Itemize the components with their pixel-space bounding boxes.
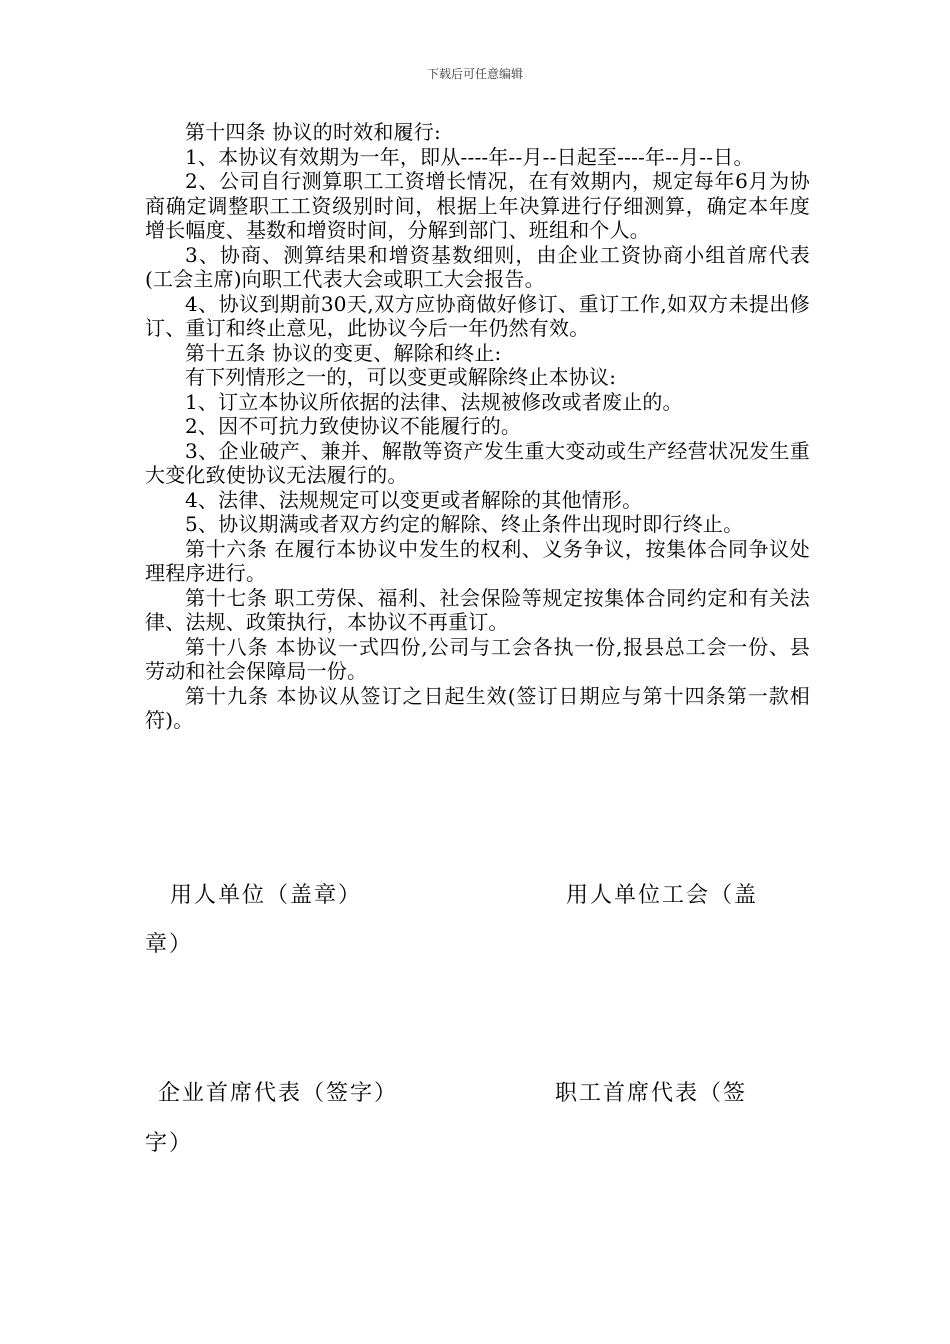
article-14-clause-2: 2、公司自行测算职工工资增长情况，在有效期内，规定每年6月为协商确定调整职工工资级别时间，根据上年决算进行仔细测算，确定本年度增长幅度、基数和增资时间，分解到部门、班组和个人。: [145, 169, 810, 242]
article-14-clause-1: 1、本协议有效期为一年，即从----年--月--日起至----年--月--日。: [185, 144, 754, 169]
article-15-case-3: 3、企业破产、兼并、解散等资产发生重大变动或生产经营状况发生重大变化致使协议无法履行的。: [145, 438, 810, 487]
header-note: 下载后可任意编辑: [426, 67, 523, 81]
article-14-title: 第十四条 协议的时效和履行:: [185, 120, 441, 144]
article-16: 第十六条 在履行本协议中发生的权利、义务争议，按集体合同争议处理程序进行。: [145, 536, 810, 585]
article-19: 第十九条 本协议从签订之日起生效(签订日期应与第十四条第一款相符)。: [145, 683, 810, 732]
article-18: 第十八条 本协议一式四份,公司与工会各执一份,报县总工会一份、县劳动和社会保障局一份。: [145, 634, 810, 683]
employer-seal-label: 用人单位（盖章）: [170, 883, 363, 908]
enterprise-rep-label: 企业首席代表（签字）: [158, 1081, 399, 1106]
article-15-case-1: 1、订立本协议所依据的法律、法规被修改或者废止的。: [185, 389, 683, 414]
article-14-clause-3: 3、协商、测算结果和增资基数细则，由企业工资协商小组首席代表(工会主席)向职工代表大会或职工大会报告。: [145, 242, 810, 291]
article-17: 第十七条 职工劳保、福利、社会保险等规定按集体合同约定和有关法律、法规、政策执行，本协议不再重订。: [145, 585, 810, 634]
article-14-clause-4: 4、协议到期前30天,双方应协商做好修订、重订工作,如双方未提出修订、重订和终止意见，此协议今后一年仍然有效。: [145, 291, 810, 340]
worker-rep-label: 职工首席代表（签: [555, 1081, 748, 1106]
article-15-title: 第十五条 协议的变更、解除和终止:: [185, 340, 502, 365]
article-15-case-5: 5、协议期满或者双方约定的解除、终止条件出现时即行终止。: [185, 512, 744, 536]
article-15-intro: 有下列情形之一的，可以变更或解除终止本协议:: [185, 365, 617, 389]
article-15-case-2: 2、因不可抗力致使协议不能履行的。: [185, 414, 522, 438]
agreement-body: [145, 120, 810, 733]
worker-rep-label-continued: 字）: [145, 1131, 194, 1156]
union-seal-label-continued: 章）: [145, 932, 194, 957]
article-15-case-4: 4、法律、法规规定可以变更或者解除的其他情形。: [185, 487, 643, 512]
union-seal-label: 用人单位工会（盖: [566, 883, 759, 908]
